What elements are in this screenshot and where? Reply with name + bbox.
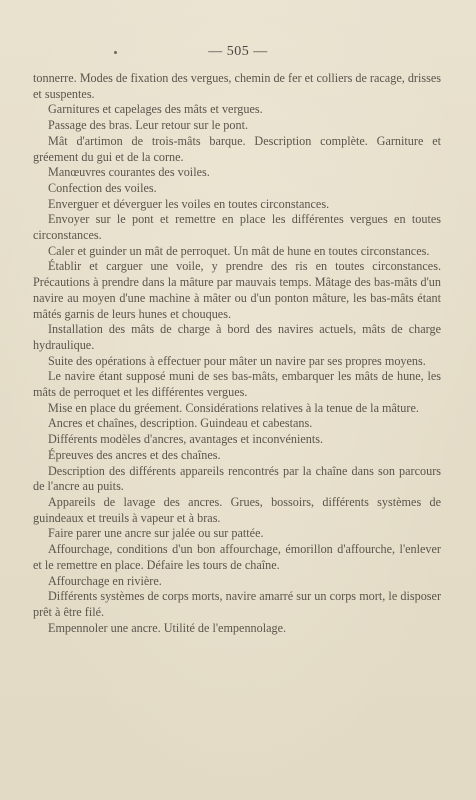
paragraph: Établir et carguer une voile, y prendre des ris en toutes circonstances. Précautions à prendre dans la mâture par mauvais temps. Mâtage des bas-mâts d'un navire au moyen d'une machine à mâter ou d'un ponton mâture, les bas-mâts étant mâtés garnis de leurs hunes et chouques. — [33, 259, 441, 321]
paragraph: Confection des voiles. — [48, 180, 157, 195]
paragraph: Description des différents appareils rencontrés par la chaîne dans son parcours de l'ancre au puits. — [33, 463, 441, 494]
paragraph: Empennoler une ancre. Utilité de l'empennolage. — [48, 620, 287, 635]
paragraph: Affourchage en rivière. — [48, 573, 162, 588]
paragraph: Faire parer une ancre sur jalée ou sur pattée. — [48, 526, 264, 541]
paragraph: Épreuves des ancres et des chaînes. — [48, 447, 221, 462]
paragraph: Mât d'artimon de trois-mâts barque. Description complète. Garniture et gréement du gui et de la corne. — [33, 133, 441, 164]
body-text — [33, 71, 441, 636]
paragraph: Passage des bras. Leur retour sur le pont. — [48, 118, 249, 133]
paragraph: tonnerre. Modes de fixation des vergues, chemin de fer et colliers de racage, drisses et suspentes. — [33, 71, 441, 101]
paragraph: Envoyer sur le pont et remettre en place les différentes vergues en toutes circonstances. — [33, 212, 441, 243]
paragraph: Mise en place du gréement. Considérations relatives à la tenue de la mâture. — [48, 400, 419, 415]
paragraph: Différents modèles d'ancres, avantages et inconvénients. — [48, 432, 324, 447]
paragraph: Enverguer et déverguer les voiles en toutes circonstances. — [48, 196, 330, 211]
paragraph: Caler et guinder un mât de perroquet. Un mât de hune en toutes circonstances. — [48, 243, 430, 258]
paragraph: Ancres et chaînes, description. Guindeau et cabestans. — [48, 416, 313, 431]
paragraph: Manœuvres courantes des voiles. — [48, 165, 210, 180]
paragraph: Affourchage, conditions d'un bon affourchage, émorillon d'affourche, l'enlever et le remettre en place. Défaire les tours de chaîne. — [33, 542, 441, 572]
paragraph: Installation des mâts de charge à bord des navires actuels, mâts de charge hydraulique. — [33, 322, 441, 352]
paragraph: Appareils de lavage des ancres. Grues, bossoirs, différents systèmes de guindeaux et treuils à vapeur et à bras. — [33, 494, 441, 525]
paragraph: Différents systèmes de corps morts, navire amarré sur un corps mort, le disposer prêt à être filé. — [33, 589, 441, 619]
paragraph: Le navire étant supposé muni de ses bas-mâts, embarquer les mâts de hune, les mâts de perroquet et les différentes vergues. — [33, 369, 441, 400]
paragraph: Suite des opérations à effectuer pour mâter un navire par ses propres moyens. — [48, 353, 426, 368]
paragraph: Garnitures et capelages des mâts et vergues. — [48, 102, 263, 117]
page-number: — 505 — — [208, 44, 268, 59]
